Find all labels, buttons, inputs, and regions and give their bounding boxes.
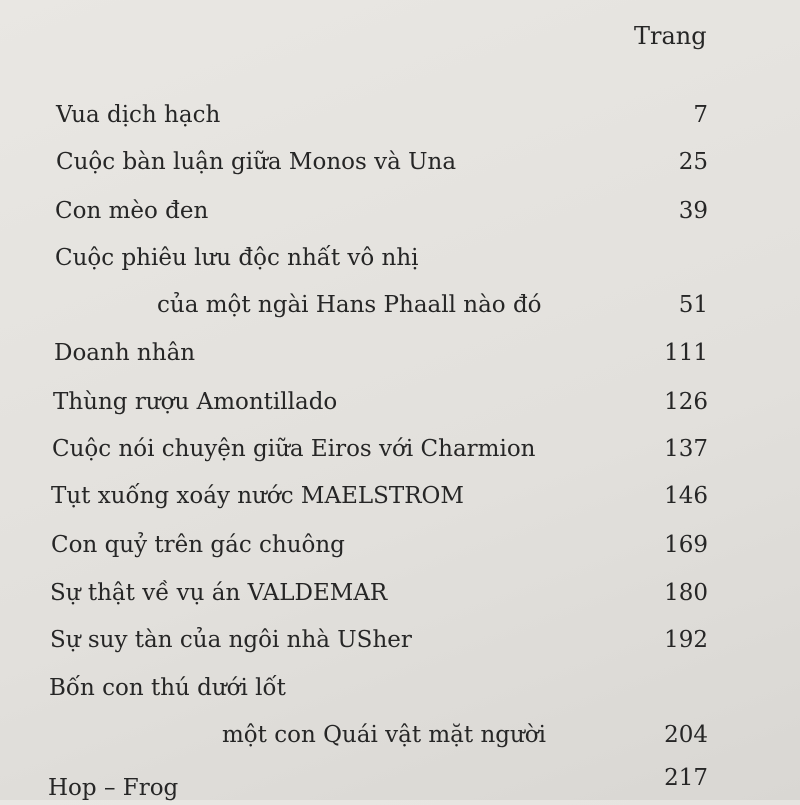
toc-entry [0,336,800,370]
entry-page: 192 [664,627,708,653]
entry-title: Cuộc bàn luận giữa Monos và Una [56,149,457,175]
entry-page: 51 [678,292,708,318]
entry-title: Sự thật về vụ án VALDEMAR [50,580,388,606]
entry-title: Cuộc phiêu lưu độc nhất vô nhị [55,245,419,271]
entry-page: 204 [664,722,708,748]
toc-entry [0,241,800,275]
toc-entry [0,98,800,132]
entry-page: 169 [664,532,708,558]
entry-page: 146 [664,483,708,509]
toc-entry [0,623,800,657]
entry-title: Con quỷ trên gác chuông [51,532,345,558]
entry-title: Cuộc nói chuyện giữa Eiros với Charmion [52,436,536,462]
entry-title: Con mèo đen [55,198,209,224]
toc-entry [0,479,800,513]
toc-entry [0,432,800,466]
entry-title: một con Quái vật mặt người [222,722,546,748]
toc-entry [0,576,800,610]
entry-page: 39 [678,198,708,224]
entry-page: 137 [664,436,708,462]
toc-entry [0,718,800,752]
toc-entry [0,288,800,322]
toc-entry [0,194,800,228]
entry-page: 180 [664,580,708,606]
toc-entry [0,385,800,419]
entry-title: Thùng rượu Amontillado [53,389,338,415]
entry-page: 126 [664,389,708,415]
toc-entry [0,528,800,562]
page-column-header: Trang [634,22,707,50]
entry-title: Sự suy tàn của ngôi nhà USher [50,627,412,653]
entry-title: Vua dịch hạch [56,102,221,128]
entry-page: 25 [678,149,708,175]
entry-title: Bốn con thú dưới lốt [49,675,286,701]
entry-title: Hop – Frog [48,775,179,801]
entry-page: 7 [693,102,708,128]
entry-title: Doanh nhân [54,340,196,366]
entry-title: của một ngài Hans Phaall nào đó [157,292,542,318]
entry-page: 217 [664,765,708,791]
toc-entry [0,145,800,179]
entry-title: Tụt xuống xoáy nước MAELSTROM [51,483,464,509]
entry-page: 111 [664,340,708,366]
toc-entry [0,671,800,705]
